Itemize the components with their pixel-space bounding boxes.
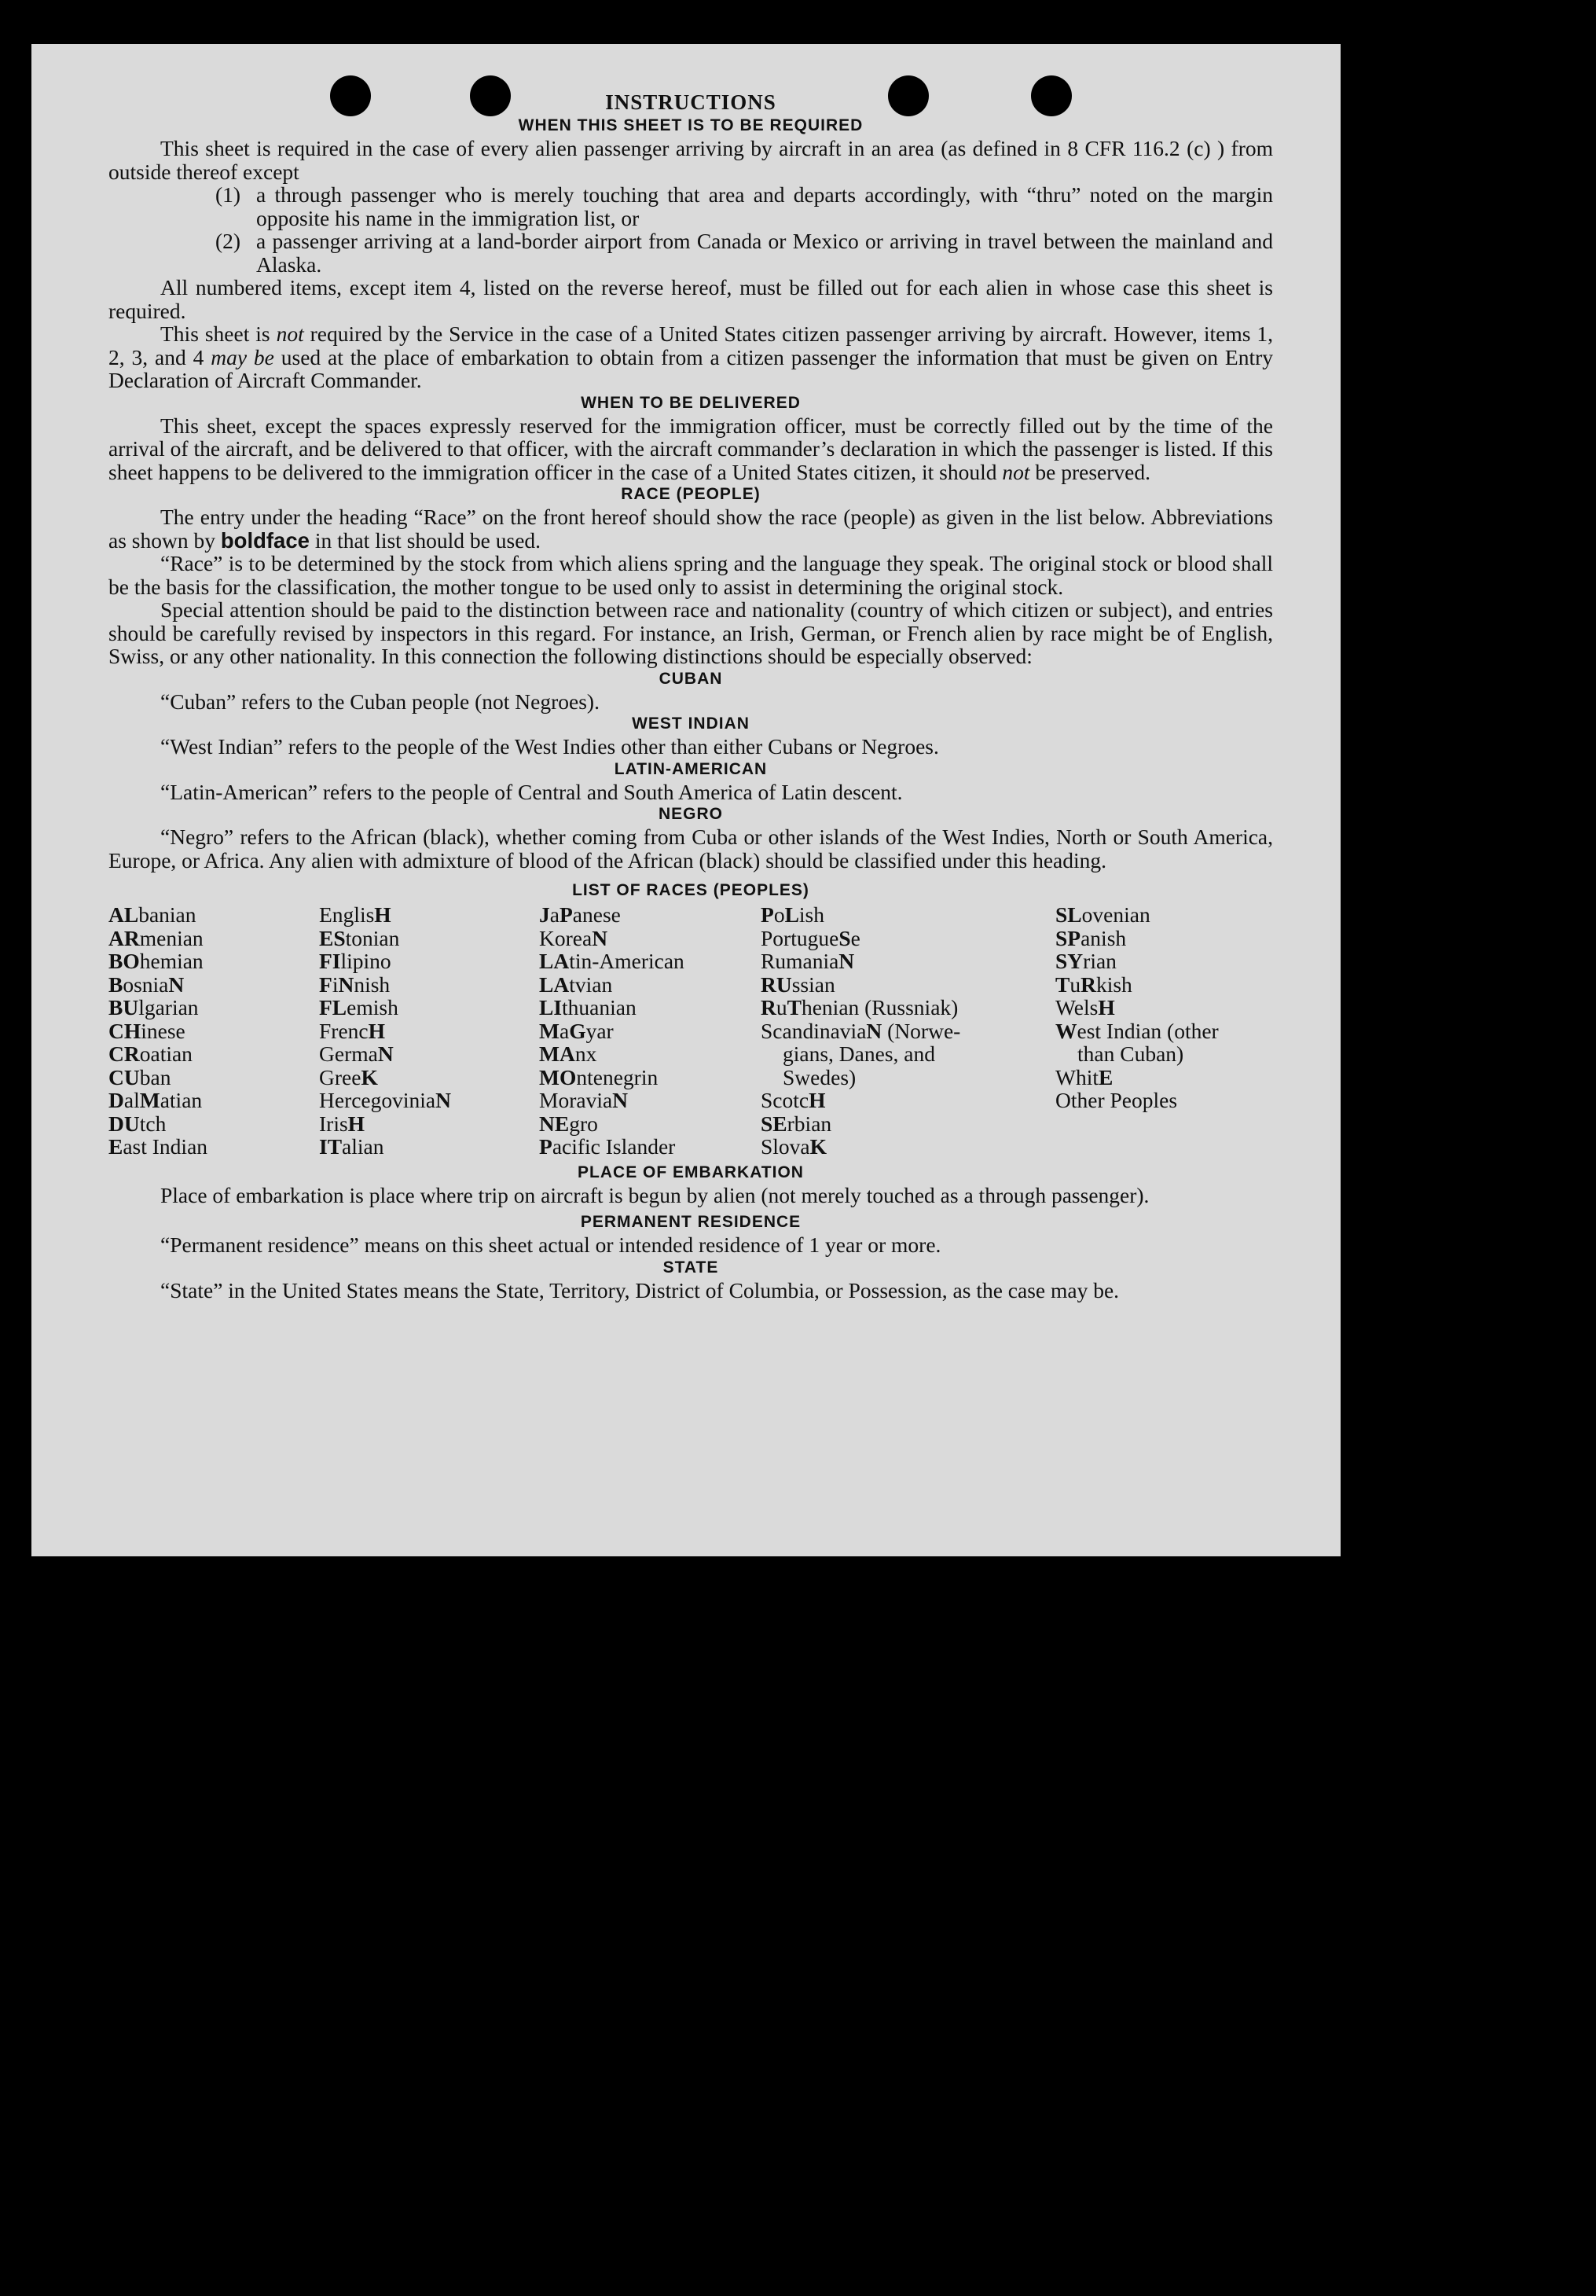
race-abbrev-bold: T [787,995,802,1019]
race-abbrev-bold: B [108,972,123,997]
race-abbrev-bold: P [761,902,774,927]
race-abbrev-bold: G [569,1018,586,1043]
race-abbrev-bold: R [761,995,776,1019]
race-entry [539,1089,761,1112]
race-abbrev-bold: ES [319,925,346,950]
race-abbrev-bold: BU [108,995,139,1019]
para-cuban: “Cuban” refers to the Cuban people (not Negroes). [160,689,600,714]
item-text: a through passenger who is merely touching that area and departs accordingly, with “thru” noted on the margin opposite his name in the immigration list, or [256,182,1273,230]
race-abbrev-bold: N [866,1018,882,1043]
race-entry [108,1042,319,1066]
race-abbrev-bold: N [435,1088,451,1112]
race-abbrev-bold: P [559,902,573,927]
race-entry [1055,1089,1283,1112]
race-text: anese [572,902,621,927]
race-abbrev-bold: IT [319,1134,343,1159]
race-text: anish [1081,925,1127,950]
race-abbrev-bold: N [168,972,185,997]
race-text: emish [347,995,398,1019]
race-abbrev-bold: N [377,1041,394,1066]
race-entry [319,973,539,997]
race-text: u [776,995,787,1019]
race-abbrev-bold: D [108,1088,124,1112]
race-text: tvian [569,972,613,997]
race-text: rian [1083,949,1117,973]
race-entry [319,1112,539,1136]
race-abbrev-bold: NE [539,1111,570,1136]
race-abbrev-bold: N [592,925,608,950]
race-abbrev-bold: E [1099,1064,1114,1089]
race-text: Scandinavia [761,1018,867,1043]
race-abbrev-bold: N [338,972,354,997]
race-text: al [123,1088,140,1112]
exception-item-2 [108,230,1273,276]
race-entry [761,1112,1055,1136]
heading-west-indian: WEST INDIAN [632,715,750,733]
item-text: a passenger arriving at a land-border airport from Canada or Mexico or arriving in travel between the mainland and Alaska. [256,229,1273,277]
race-text: nx [574,1041,597,1066]
punch-hole [888,75,929,116]
race-abbrev-bold: E [108,1134,123,1159]
heading-state: STATE [662,1258,719,1277]
race-entry [108,903,319,927]
race-text: nish [354,972,391,997]
race-text: osnia [123,972,169,997]
race-entry [108,1019,319,1043]
text-run: be preserved. [1029,459,1150,484]
race-entry [108,1089,319,1112]
para-when-delivered [108,414,1273,484]
race-text: rbian [787,1111,832,1136]
race-column [761,903,1055,1159]
race-abbrev-bold: LA [539,972,570,997]
race-entry [108,1112,319,1136]
race-entry [108,973,319,997]
race-text: Other Peoples [1055,1088,1178,1112]
race-text: hemian [139,949,204,973]
race-text: oatian [139,1041,193,1066]
race-abbrev-bold: FI [319,949,341,973]
race-abbrev-bold: CH [108,1018,141,1043]
para-latin-american: “Latin-American” refers to the people of Central and South America of Latin descent. [160,779,903,804]
race-abbrev-bold: BO [108,949,140,973]
race-abbrev-bold: SP [1055,925,1081,950]
race-entry [1055,927,1283,950]
race-entry [319,1135,539,1159]
race-text: o [773,902,785,927]
race-entry [319,1066,539,1089]
race-text: Wels [1055,995,1099,1019]
punch-hole [470,75,511,116]
race-entry [319,996,539,1019]
para-negro: “Negro” refers to the African (black), whether coming from Cuba or other islands of the West Indies, North or South America, Europe, or Africa. Any alien with admixture of blood of the African (black) should be classified under this heading. [108,825,1273,872]
race-abbrev-bold: AL [108,902,139,927]
race-text: Portugue [761,925,839,950]
heading-embarkation: PLACE OF EMBARKATION [578,1163,804,1181]
para-race-3: Special attention should be paid to the distinction between race and nationality (country of which citizen or subject), and entries should be carefully revised by inspectors in this regard. For instance, an Irish, German, or French alien by race might be of English, Swiss, or any other nationality. In this connection the following distinctions should be especially observed: [108,597,1273,668]
race-text: alian [342,1134,384,1159]
race-abbrev-bold: AR [108,925,140,950]
race-entry [319,1042,539,1066]
race-entry [539,1112,761,1136]
race-text: menian [139,925,204,950]
race-entry [539,1042,761,1066]
race-abbrev-bold: LI [539,995,563,1019]
race-abbrev-bold: L [784,902,799,927]
exception-item-1 [108,183,1273,230]
punch-hole [1031,75,1072,116]
race-text: acific Islander [552,1134,676,1159]
race-abbrev-bold: MA [539,1041,575,1066]
race-entry [761,950,1055,973]
race-entry [319,950,539,973]
race-column [319,903,539,1159]
bold-run: boldface [220,527,310,553]
para-race-2: “Race” is to be determined by the stock from which aliens spring and the language they speak. The original stock or blood shall be the basis for the classification, the mother tongue to be used only to assist in determining the original stock. [108,551,1273,599]
heading-residence: PERMANENT RESIDENCE [580,1213,802,1231]
race-abbrev-bold: SY [1055,949,1084,973]
race-abbrev-bold: CR [108,1041,140,1066]
race-entry [108,996,319,1019]
race-abbrev-bold: W [1055,1018,1077,1043]
race-abbrev-bold: LA [539,949,570,973]
race-entry [319,1089,539,1112]
para-residence: “Permanent residence” means on this sheet actual or intended residence of 1 year or more. [160,1232,941,1257]
instruction-sheet [31,44,1341,1556]
race-entry [1055,1019,1283,1043]
race-entry [1055,903,1283,927]
race-entry [539,927,761,950]
page-title: INSTRUCTIONS [605,90,776,114]
race-text: a [559,1018,570,1043]
heading-when-required: WHEN THIS SHEET IS TO BE REQUIRED [518,116,864,134]
race-text: Rumania [761,949,839,973]
race-text: tch [139,1111,167,1136]
text-run: in that list should be used. [309,527,541,553]
race-abbrev-bold: MO [539,1064,577,1089]
race-text: henian (Russniak) [801,995,959,1019]
race-entry [1055,973,1283,997]
race-entry [539,903,761,927]
race-abbrev-bold: RU [761,972,792,997]
race-text: Moravia [539,1088,613,1112]
race-entry [761,1042,1055,1066]
race-text: ban [139,1064,171,1089]
race-text: ssian [791,972,835,997]
race-entry [761,1089,1055,1112]
race-abbrev-bold: H [809,1088,826,1112]
race-abbrev-bold: T [1055,972,1070,997]
race-abbrev-bold: CU [108,1064,140,1089]
race-entry [108,927,319,950]
race-text: lipino [340,949,391,973]
race-entry [539,996,761,1019]
race-abbrev-bold: N [838,949,855,973]
race-text: e [850,925,860,950]
race-entry [539,973,761,997]
race-text: Scotc [761,1088,809,1112]
race-text: atian [160,1088,203,1112]
race-entry [108,950,319,973]
race-column [108,903,319,1159]
race-column [539,903,761,1159]
race-entry [319,927,539,950]
text-run: This sheet, except the spaces expressly reserved for the immigration officer, must be correctly filled out by the time of the arrival of the aircraft, and be delivered to that officer, with the aircraft commander’s declaration in which the passenger is listed. If this sheet happens to be delivered to the immigration officer in the case of a United States citizen, it should [108,413,1273,484]
race-text: banian [138,902,196,927]
race-text: than Cuban) [1077,1041,1184,1066]
race-entry [539,1066,761,1089]
race-abbrev-bold: H [368,1018,386,1043]
race-text: Frenc [319,1018,369,1043]
race-text: a [549,902,560,927]
race-text: Hercegovinia [319,1088,436,1112]
race-text: Slova [761,1134,810,1159]
race-text: Whit [1055,1064,1099,1089]
race-abbrev-bold: H [1098,995,1115,1019]
race-abbrev-bold: F [319,972,332,997]
race-entry [319,903,539,927]
heading-latin-american: LATIN-AMERICAN [614,759,768,778]
race-entry [319,1019,539,1043]
race-text: i [332,972,339,997]
race-text: Iris [319,1111,348,1136]
text-run: This sheet is [160,321,277,346]
heading-cuban: CUBAN [659,669,723,688]
race-abbrev-bold: P [539,1134,552,1159]
italic-run: not [1002,459,1030,484]
heading-negro: NEGRO [658,805,723,823]
race-text: thuanian [562,995,637,1019]
race-abbrev-bold: SL [1055,902,1082,927]
para-west-indian: “West Indian” refers to the people of the West Indies other than either Cubans or Negroes. [160,734,939,759]
race-abbrev-bold: M [539,1018,560,1043]
race-abbrev-bold: H [347,1111,365,1136]
para-citizen [108,322,1273,392]
race-entry [761,1135,1055,1159]
race-abbrev-bold: K [361,1064,378,1089]
para-state: “State” in the United States means the State, Territory, District of Columbia, or Possession, as the case may be. [160,1277,1120,1302]
race-entry [539,1135,761,1159]
italic-run: not [276,321,304,346]
para-numbered-items: All numbered items, except item 4, listed on the reverse hereof, must be filled out for each alien in whose case this sheet is required. [108,275,1273,323]
race-text: tin-American [569,949,684,973]
race-abbrev-bold: J [539,902,550,927]
race-text: Germa [319,1041,378,1066]
race-text: Swedes) [783,1064,857,1089]
race-text: gians, Danes, and [783,1041,935,1066]
italic-run: may be [211,344,274,369]
item-number: (2) [215,229,241,253]
race-entry [761,996,1055,1019]
race-entry [761,1066,1055,1089]
race-entry [1055,996,1283,1019]
race-abbrev-bold: R [1081,972,1096,997]
race-text: ntenegrin [576,1064,659,1089]
race-text: yar [585,1018,614,1043]
race-text: (Norwe- [882,1018,961,1043]
heading-when-delivered: WHEN TO BE DELIVERED [581,393,801,412]
race-entry [1055,950,1283,973]
race-text: inese [141,1018,185,1043]
race-text: kish [1095,972,1132,997]
race-abbrev-bold: N [612,1088,629,1112]
text-run: The entry under the heading “Race” on the front hereof should show the race (people) as given in the list below. Abbreviations as shown by [108,505,1273,553]
heading-race: RACE (PEOPLE) [621,485,761,503]
race-text: Korea [539,925,593,950]
race-entry [108,1066,319,1089]
para-when-required-intro: This sheet is required in the case of every alien passenger arriving by aircraft in an area (as defined in 8 CFR 116.2 (c) ) from outside thereof except [108,136,1273,184]
race-abbrev-bold: M [139,1088,160,1112]
race-entry [108,1135,319,1159]
race-entry [1055,1042,1283,1066]
race-text: ovenian [1081,902,1150,927]
item-number: (1) [215,182,241,207]
race-text: Gree [319,1064,361,1089]
para-embarkation: Place of embarkation is place where trip on aircraft is begun by alien (not merely touched as a through passenger). [160,1182,1150,1207]
race-column [1055,903,1283,1159]
punch-hole [330,75,371,116]
race-text: ast Indian [123,1134,208,1159]
para-race-1 [108,505,1273,552]
race-abbrev-bold: S [838,925,851,950]
race-entry [761,903,1055,927]
race-text: lgarian [138,995,199,1019]
race-text: gro [569,1111,598,1136]
race-abbrev-bold: H [374,902,391,927]
race-text: est Indian (other [1077,1018,1219,1043]
race-text: tonian [345,925,400,950]
text-run: required by the Service in the case of a United States citizen passenger arriving by aircraft. However, items 1, 2, 3, and 4 [108,321,1273,369]
race-entry [1055,1066,1283,1089]
race-list [108,903,1273,1159]
race-entry [539,950,761,973]
heading-list-of-races: LIST OF RACES (PEOPLES) [572,881,809,899]
race-entry [761,973,1055,997]
race-abbrev-bold: DU [108,1111,140,1136]
race-abbrev-bold: K [809,1134,827,1159]
race-entry [761,1019,1055,1043]
race-abbrev-bold: FL [319,995,347,1019]
race-entry [761,927,1055,950]
race-entry [539,1019,761,1043]
race-text: ish [798,902,824,927]
race-text: Englis [319,902,375,927]
race-abbrev-bold: SE [761,1111,787,1136]
text-run: used at the place of embarkation to obtain from a citizen passenger the information that must be given on Entry Declaration of Aircraft Commander. [108,344,1273,392]
race-text: u [1070,972,1081,997]
